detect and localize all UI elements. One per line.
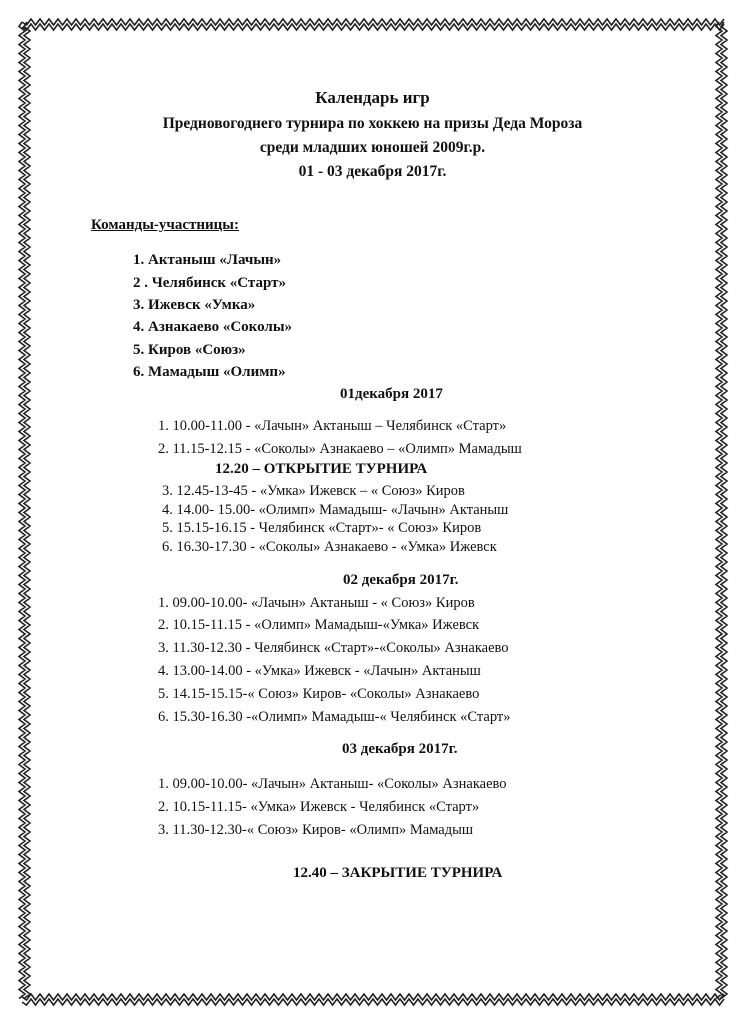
subtitle-tournament: Предновогоднего турнира по хоккею на призы Деда Мороза <box>162 115 583 132</box>
game-row: 5. 15.15-16.15 - Челябинск «Старт»- « Союз» Киров <box>162 520 482 536</box>
day3-heading: 03 декабря 2017г. <box>342 741 458 757</box>
page-title: Календарь игр <box>315 88 430 107</box>
game-row: 4. 13.00-14.00 - «Умка» Ижевск - «Лачын» Актаныш <box>158 663 481 679</box>
game-row: 1. 09.00-10.00- «Лачын» Актаныш - « Союз» Киров <box>158 595 475 611</box>
game-row: 5. 14.15-15.15-« Союз» Киров- «Соколы» Азнакаево <box>158 686 480 702</box>
game-row: 6. 15.30-16.30 -«Олимп» Мамадыш-« Челябинск «Старт» <box>158 709 511 725</box>
team-item: 6. Мамадыш «Олимп» <box>133 364 286 380</box>
day2-heading: 02 декабря 2017г. <box>343 572 459 588</box>
game-row: 4. 14.00- 15.00- «Олимп» Мамадыш- «Лачын» Актаныш <box>162 502 509 518</box>
game-row: 2. 10.15-11.15- «Умка» Ижевск - Челябинск «Старт» <box>158 799 480 815</box>
border-line <box>22 24 724 30</box>
game-row: 1. 09.00-10.00- «Лачын» Актаныш- «Соколы» Азнакаево <box>158 776 507 792</box>
game-row: 2. 10.15-11.15 - «Олимп» Мамадыш-«Умка» Ижевск <box>158 617 480 633</box>
opening-ceremony: 12.20 – ОТКРЫТИЕ ТУРНИРА <box>215 461 428 477</box>
subtitle-dates: 01 - 03 декабря 2017г. <box>298 163 447 180</box>
closing-ceremony: 12.40 – ЗАКРЫТИЕ ТУРНИРА <box>293 865 503 881</box>
game-row: 3. 11.30-12.30 - Челябинск «Старт»-«Соколы» Азнакаево <box>158 640 509 656</box>
team-item: 1. Актаныш «Лачын» <box>133 252 282 268</box>
day1-heading: 01декабря 2017 <box>340 386 443 402</box>
border-line <box>22 999 724 1005</box>
team-item: 4. Азнакаево «Соколы» <box>133 319 293 335</box>
game-row: 6. 16.30-17.30 - «Соколы» Азнакаево - «Умка» Ижевск <box>162 539 497 555</box>
game-row: 3. 11.30-12.30-« Союз» Киров- «Олимп» Мамадыш <box>158 822 473 838</box>
team-item: 5. Киров «Союз» <box>133 342 246 358</box>
subtitle-age: среди младших юношей 2009г.р. <box>259 139 486 156</box>
game-row: 1. 10.00-11.00 - «Лачын» Актаныш – Челябинск «Старт» <box>158 418 507 434</box>
teams-heading: Команды-участницы: <box>91 217 240 233</box>
game-row: 2. 11.15-12.15 - «Соколы» Азнакаево – «Олимп» Мамадыш <box>158 441 522 457</box>
game-row: 3. 12.45-13-45 - «Умка» Ижевск – « Союз» Киров <box>162 483 465 499</box>
team-item: 3. Ижевск «Умка» <box>133 297 256 313</box>
team-item: 2 . Челябинск «Старт» <box>133 275 286 291</box>
